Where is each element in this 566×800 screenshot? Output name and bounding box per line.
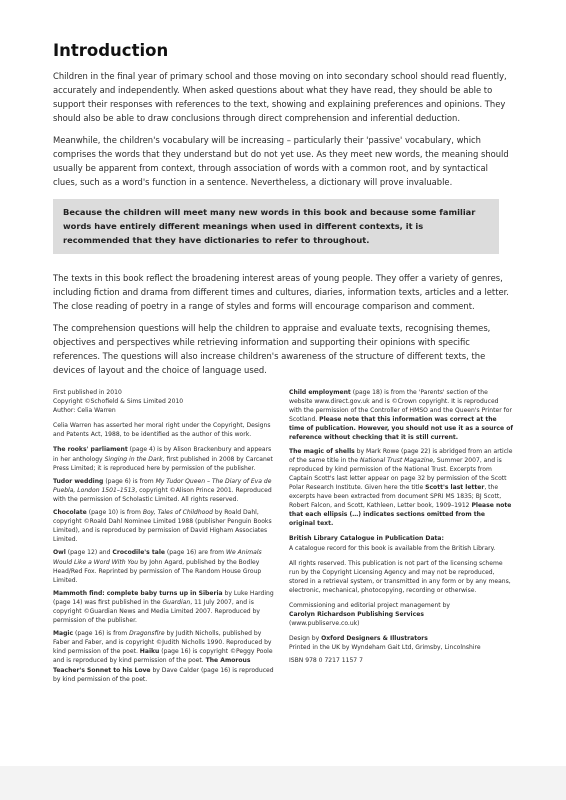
introduction-section [53, 30, 509, 385]
imprint-publication-info: First published in 2010 Copyright ©Schofield & Sims Limited 2010 Author: Celia Warren [53, 389, 184, 415]
credit-mammoth-find: Mammoth find: complete baby turns up in Siberia by Luke Harding (page 14) was first published in the Guardian, 11 July 2007, and is copyright ©Guardian News and Media Limited 2007. Reproduced by permission of the publisher. [53, 589, 274, 625]
credit-magic-of-shells: The magic of shells by Mark Rowe (page 22) is abridged from an article of the same title in the National Trust Magazine, Summer 2007, and is reproduced by kind permission of the National Trust. Excerpts from Captain Scott's last letter appear on page 32 by permission of the Scott Polar Research Institute. Given here the title Scott's last letter, the excerpts have been extracted from document SPRI MS 1835; BJ Scott, Robert Falcon, and Scott, Kathleen, Letter book, 1909–1912 Please note that each ellipsis (…) indicates sections omitted from the original text. [289, 447, 513, 528]
credit-rooks-parliament: The rooks' parliament (page 4) is by Alison Brackenbury and appears in her anthology Singing in the Dark, first published in 2008 by Carcanet Press Limited; it is reproduced here by permission of the publisher. [53, 446, 273, 472]
imprint-columns [53, 388, 513, 688]
credit-owl-crocodile: Owl (page 12) and Crocodile's tale (page 16) are from We Animals Would Like a Word With You by John Agard, published by the Bodley Head/Red Fox. Reprinted by permission of The Random House Group Limited. [53, 549, 262, 584]
page-title: Introduction [53, 41, 169, 60]
commissioning-credit: Commissioning and editorial project management by Carolyn Richardson Publishing Services (www.publiserve.co.uk) [289, 601, 451, 628]
credit-child-employment: Child employment (page 18) is from the 'Parents' section of the website www.direct.gov.uk and is ©Crown copyright. It is reproduced with the permission of the Controller of HMSO and the Queen's Printer for Scotland. Please note that this information was correct at the time of publication. However, you should not use it as a source of reference without checking that it is still current. [289, 389, 513, 442]
credit-magic-haiku-sonnet: Magic (page 16) is from Dragonsfire by Judith Nicholls, published by Faber and Faber, and is copyright ©Judith Nicholls 1990. Reproduced by kind permission of the poet. Haiku (page 16) is copyright ©Peggy Poole and is reproduced by kind permission of the poet. The Amorous Teacher's Sonnet to his Love by Dave Calder (page 16) is reproduced by kind permission of the poet. [53, 630, 274, 683]
intro-paragraph-2: Meanwhile, the children's vocabulary will be increasing – particularly their 'passive' vocabulary, which comprises the words that they understand but do not yet use. As they meet new words, the meaning should usually be apparent from context, through association of words with a common root, and by syntactical clues, such as a word's function in a sentence. Nevertheless, a dictionary will prove invaluable. [53, 135, 509, 187]
isbn: ISBN 978 0 7217 1157 7 [289, 657, 363, 665]
design-credit: Design by Oxford Designers & Illustrators Printed in the UK by Wyndeham Gait Ltd, Grimsby, Lincolnshire [289, 635, 481, 652]
credit-chocolate: Chocolate (page 10) is from Boy, Tales of Childhood by Roald Dahl, copyright ©Roald Dahl Nominee Limited 1988 (publisher Penguin Books Limited), and is reproduced by permission of David Higham Associates Limited. [53, 509, 272, 544]
moral-rights: Celia Warren has asserted her moral right under the Copyright, Designs and Patents Act, 1988, to be identified as the author of this work. [53, 422, 271, 439]
imprint-right-column [289, 388, 513, 688]
intro-paragraph-3: The texts in this book reflect the broadening interest areas of young people. They offer a variety of genres, including fiction and drama from different times and cultures, diaries, information texts, articles and a letter. The close reading of poetry in a range of styles and forms will encourage comparison and comment. [53, 273, 509, 311]
intro-paragraph-1: Children in the final year of primary school and those moving on into secondary school should read fluently, accurately and independently. When asked questions about what they have read, they should be able to support their responses with references to the text, showing and explaining preferences and opinions. They should also be able to draw conclusions through direct comprehension and inferential deduction. [53, 71, 507, 123]
credit-tudor-wedding: Tudor wedding (page 6) is from My Tudor Queen – The Diary of Eva de Puebla, London 1501–1513, copyright ©Alison Prince 2001. Reproduced with the permission of Scholastic Limited. All rights reserved. [53, 477, 272, 503]
intro-paragraph-4: The comprehension questions will help the children to appraise and evaluate texts, recognising themes, objectives and perspectives while retrieving information and supporting their opinions with specific references. The questions will also increase children's awareness of the structure of different texts, the devices of layout and the choice of language used. [53, 323, 491, 375]
dictionary-note-box: Because the children will meet many new words in this book and because some familiar words have entirely different meanings when used in different contexts, it is recommended that they have dictionaries to refer to throughout. [53, 199, 499, 254]
imprint-left-column [53, 388, 277, 688]
british-library-catalogue: British Library Catalogue in Publication Data: A catalogue record for this book is available from the British Library. [289, 535, 496, 552]
all-rights-reserved: All rights reserved. This publication is not part of the licensing scheme run by the Copyright Licensing Agency and may not be reproduced, stored in a retrieval system, or transmitted in any form or by any means, electronic, mechanical, photocopying, recording or otherwise. [289, 559, 511, 594]
